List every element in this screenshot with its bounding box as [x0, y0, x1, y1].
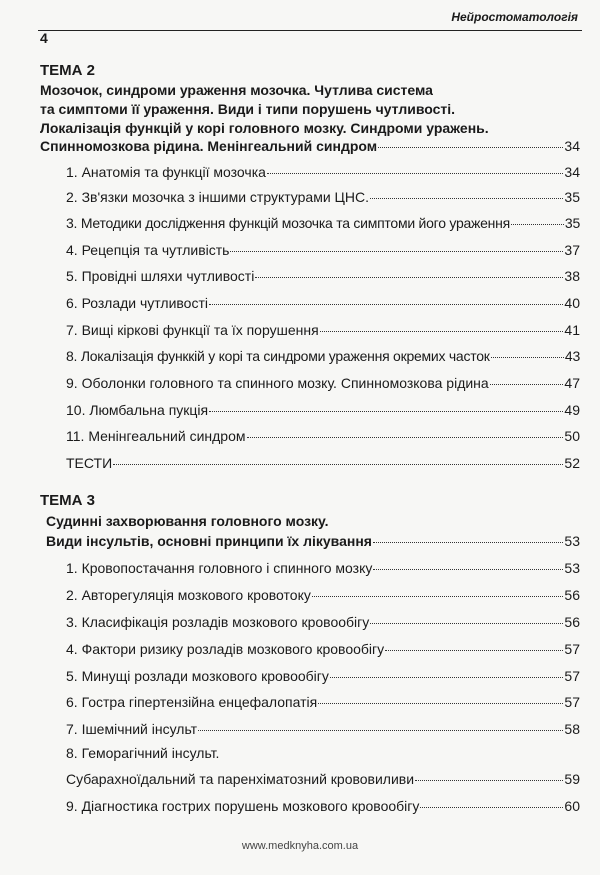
leader-dots [420, 807, 563, 808]
toc-entry[interactable] [66, 164, 580, 180]
toc-entry-page: 56 [564, 614, 580, 630]
toc-entry-text: 2. Зв'язки мозочка з іншими структурами ЦНС. [66, 189, 370, 205]
leader-dots [490, 384, 564, 385]
leader-dots [491, 357, 564, 358]
toc-entry-text: 8. Локалізація функкій у корі та синдроми ураження окремих часток [66, 348, 490, 364]
leader-dots [230, 251, 563, 252]
theme3-label: ТЕМА 3 [40, 492, 96, 509]
toc-entry-page: 59 [564, 771, 580, 787]
toc-entry-page: 57 [564, 694, 580, 710]
toc-entry[interactable] [66, 694, 580, 710]
toc-entry[interactable] [66, 428, 580, 444]
toc-entry[interactable] [66, 242, 580, 258]
toc-entry-text: 2. Авторегуляція мозкового кровотоку [66, 587, 311, 603]
toc-entry-text: 3. Методики дослідження функцій мозочка та симптоми його ураження [66, 215, 510, 231]
leader-dots [330, 677, 564, 678]
toc-entry-page: 50 [564, 428, 580, 444]
toc-entry-page: 53 [564, 560, 580, 576]
leader-dots [198, 730, 563, 731]
toc-entry-page: 35 [564, 189, 580, 205]
leader-dots [511, 224, 564, 225]
leader-dots [247, 437, 564, 438]
leader-dots [209, 304, 563, 305]
toc-entry-page: 38 [564, 268, 580, 284]
toc-entry-page: 60 [564, 798, 580, 814]
toc-entry-page: 57 [564, 641, 580, 657]
leader-dots [378, 147, 563, 148]
toc-entry[interactable] [66, 771, 580, 787]
leader-dots [312, 596, 564, 597]
toc-entry-text: 7. Вищі кіркові функції та їх порушення [66, 322, 319, 338]
toc-entry[interactable] [66, 268, 580, 284]
leader-dots [267, 173, 563, 174]
toc-entry-text: 7. Ішемічний інсульт [66, 721, 198, 737]
toc-entry[interactable] [66, 348, 580, 364]
toc-entry-page: 37 [564, 242, 580, 258]
toc-entry-text: 8. Геморагічний інсульт. [66, 745, 220, 761]
toc-entry[interactable] [66, 587, 580, 603]
leader-dots [373, 542, 563, 543]
toc-entry[interactable] [66, 295, 580, 311]
leader-dots [113, 464, 563, 465]
toc-entry-text: ТЕСТИ [66, 455, 113, 471]
theme3-title-last-line: Види інсультів, основні принципи їх лікування [46, 533, 372, 549]
theme2-title-line: та симптоми її ураження. Види і типи порушень чутливості. [40, 101, 456, 117]
toc-entry-page: 35 [564, 215, 580, 231]
toc-entry-page: 57 [564, 668, 580, 684]
toc-entry[interactable] [66, 560, 580, 576]
toc-entry-page: 34 [564, 164, 580, 180]
toc-entry-text: 5. Провідні шляхи чутливості [66, 268, 255, 284]
toc-entry[interactable] [66, 721, 580, 737]
header-rule [38, 30, 582, 31]
theme3-title-page: 53 [564, 533, 580, 549]
leader-dots [415, 780, 563, 781]
theme2-title-entry[interactable] [40, 138, 580, 154]
toc-entry-page: 49 [564, 402, 580, 418]
theme3-title-entry[interactable] [46, 533, 580, 549]
toc-entry-page: 43 [564, 348, 580, 364]
footer-url: www.medknyha.com.ua [241, 840, 359, 852]
leader-dots [370, 198, 563, 199]
toc-entry-text: 6. Гостра гіпертензійна енцефалопатія [66, 694, 318, 710]
leader-dots [370, 623, 563, 624]
page-number: 4 [40, 30, 48, 46]
toc-entry[interactable] [66, 614, 580, 630]
toc-entry-text: 3. Класифікація розладів мозкового кровообігу [66, 614, 370, 630]
running-title: Нейростоматологія [451, 10, 578, 24]
theme2-title-line: Мозочок, синдроми ураження мозочка. Чутлива система [40, 82, 433, 98]
toc-entry-page: 47 [564, 375, 580, 391]
toc-entry-text: 5. Минущі розлади мозкового кровообігу [66, 668, 329, 684]
theme2-title-page: 34 [564, 138, 580, 154]
toc-entry-text: 11. Менінгеальний синдром [66, 428, 246, 444]
leader-dots [318, 703, 563, 704]
toc-entry-text: 1. Анатомія та функції мозочка [66, 164, 266, 180]
toc-entry-text: 10. Люмбальна пукція [66, 402, 209, 418]
toc-entry-page: 40 [564, 295, 580, 311]
toc-entry-text: Субарахноїдальний та паренхіматозний крововиливи [66, 771, 415, 787]
theme2-label: ТЕМА 2 [40, 62, 96, 79]
toc-entry[interactable] [66, 215, 580, 231]
toc-entry[interactable] [66, 798, 580, 814]
toc-entry-text: 9. Діагностика гострих порушень мозкового кровообігу [66, 798, 420, 814]
toc-entry-page: 52 [564, 455, 580, 471]
theme2-title-line: Локалізація функцій у корі головного мозку. Синдроми уражень. [40, 120, 489, 136]
leader-dots [320, 331, 564, 332]
leader-dots [255, 277, 563, 278]
toc-entry[interactable] [66, 668, 580, 684]
toc-entry[interactable] [66, 455, 580, 471]
leader-dots [385, 650, 563, 651]
theme2-title-last-line: Спинномозкова рідина. Менінгеальний синдром [40, 138, 378, 154]
toc-entry-page: 41 [564, 322, 580, 338]
toc-entry-page: 58 [564, 721, 580, 737]
toc-entry[interactable] [66, 189, 580, 205]
toc-entry-text: 6. Розлади чутливості [66, 295, 208, 311]
toc-entry-page: 56 [564, 587, 580, 603]
leader-dots [209, 411, 563, 412]
toc-entry[interactable] [66, 375, 580, 391]
toc-entry-text: 4. Фактори ризику розладів мозкового кровообігу [66, 641, 385, 657]
toc-entry[interactable] [66, 641, 580, 657]
toc-entry-text: 4. Рецепція та чутливість [66, 242, 230, 258]
leader-dots [373, 569, 563, 570]
toc-entry[interactable] [66, 402, 580, 418]
toc-entry-text: 1. Кровопостачання головного і спинного мозку [66, 560, 373, 576]
toc-entry[interactable] [66, 322, 580, 338]
theme3-title-line: Судинні захворювання головного мозку. [46, 513, 329, 529]
toc-entry-text: 9. Оболонки головного та спинного мозку. Спинномозкова рідина [66, 375, 489, 391]
